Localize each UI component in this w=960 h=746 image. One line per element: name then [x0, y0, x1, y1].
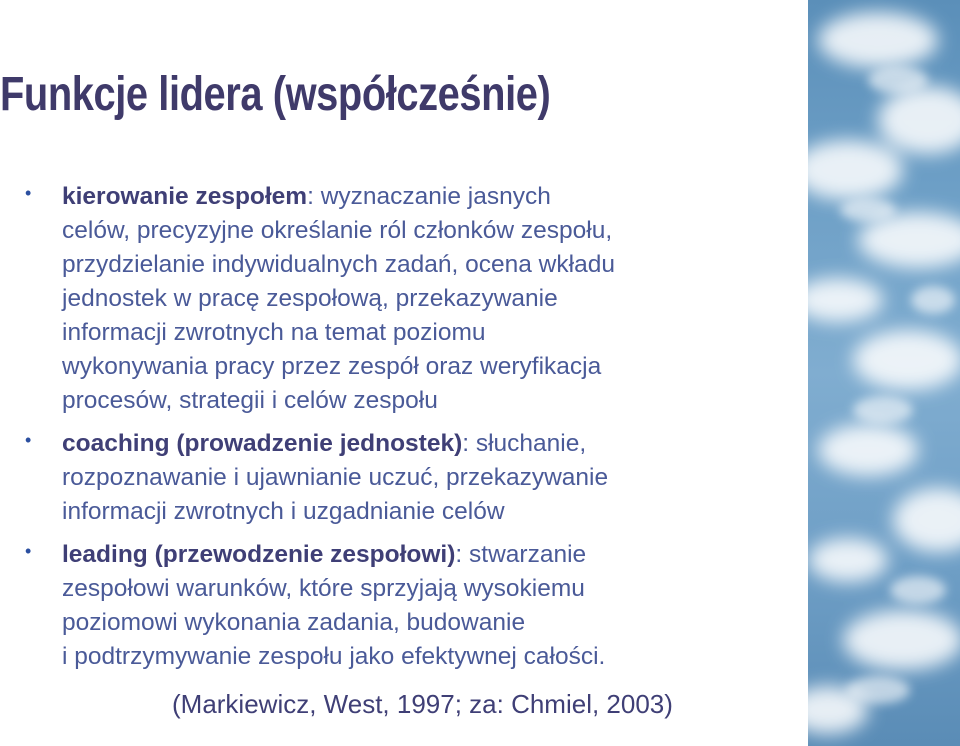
bullet-text-line: wyznaczanie jasnych: [320, 183, 551, 210]
bullet-text-line: poziomowi wykonania zadania, budowanie: [62, 609, 526, 636]
sky-background-image: [808, 0, 960, 746]
bullet-item: [0, 180, 800, 418]
bullet-separator: :: [462, 430, 476, 457]
bullet-text-line: informacji zwrotnych i uzgadnianie celów: [62, 498, 505, 525]
citation: (Markiewicz, West, 1997; za: Chmiel, 2003): [172, 689, 673, 719]
bullet-text-line: jednostek w pracę zespołową, przekazywanie: [62, 285, 558, 312]
bullet-text-line: informacji zwrotnych na temat poziomu: [62, 319, 486, 346]
bullet-text-line: słuchanie,: [475, 430, 587, 457]
bullet-first-line: [62, 180, 800, 214]
bullet-text-line: zespołowi warunków, które sprzyjają wysokiemu: [62, 575, 585, 602]
bullet-icon: •: [25, 183, 32, 203]
bullet-first-line: [62, 427, 800, 461]
bullet-list: [0, 180, 800, 683]
bullet-text-line: wykonywania pracy przez zespół oraz weryfikacja: [62, 353, 602, 380]
bullet-text-line: stwarzanie: [469, 541, 587, 568]
bullet-separator: :: [455, 541, 470, 568]
bullet-term: leading (przewodzenie zespołowi): [62, 541, 456, 568]
slide-title: Funkcje lidera (współcześnie): [0, 68, 551, 121]
bullet-term: kierowanie zespołem: [62, 183, 308, 210]
bullet-item: [0, 427, 800, 529]
bullet-icon: •: [25, 541, 32, 561]
bullet-text-line: i podtrzymywanie zespołu jako efektywnej całości.: [62, 643, 606, 670]
bullet-text-line: przydzielanie indywidualnych zadań, ocena wkładu: [62, 251, 615, 278]
bullet-text-line: rozpoznawanie i ujawnianie uczuć, przekazywanie: [62, 464, 609, 491]
bullet-text-line: procesów, strategii i celów zespołu: [62, 387, 438, 414]
bullet-first-line: [62, 538, 800, 572]
bullet-text-line: celów, precyzyjne określanie ról członków zespołu,: [62, 217, 613, 244]
bullet-icon: •: [25, 430, 32, 450]
bullet-item: [0, 538, 800, 674]
bullet-separator: :: [307, 183, 321, 210]
bullet-term: coaching (prowadzenie jednostek): [62, 430, 463, 457]
clouds-graphic: [808, 0, 960, 746]
